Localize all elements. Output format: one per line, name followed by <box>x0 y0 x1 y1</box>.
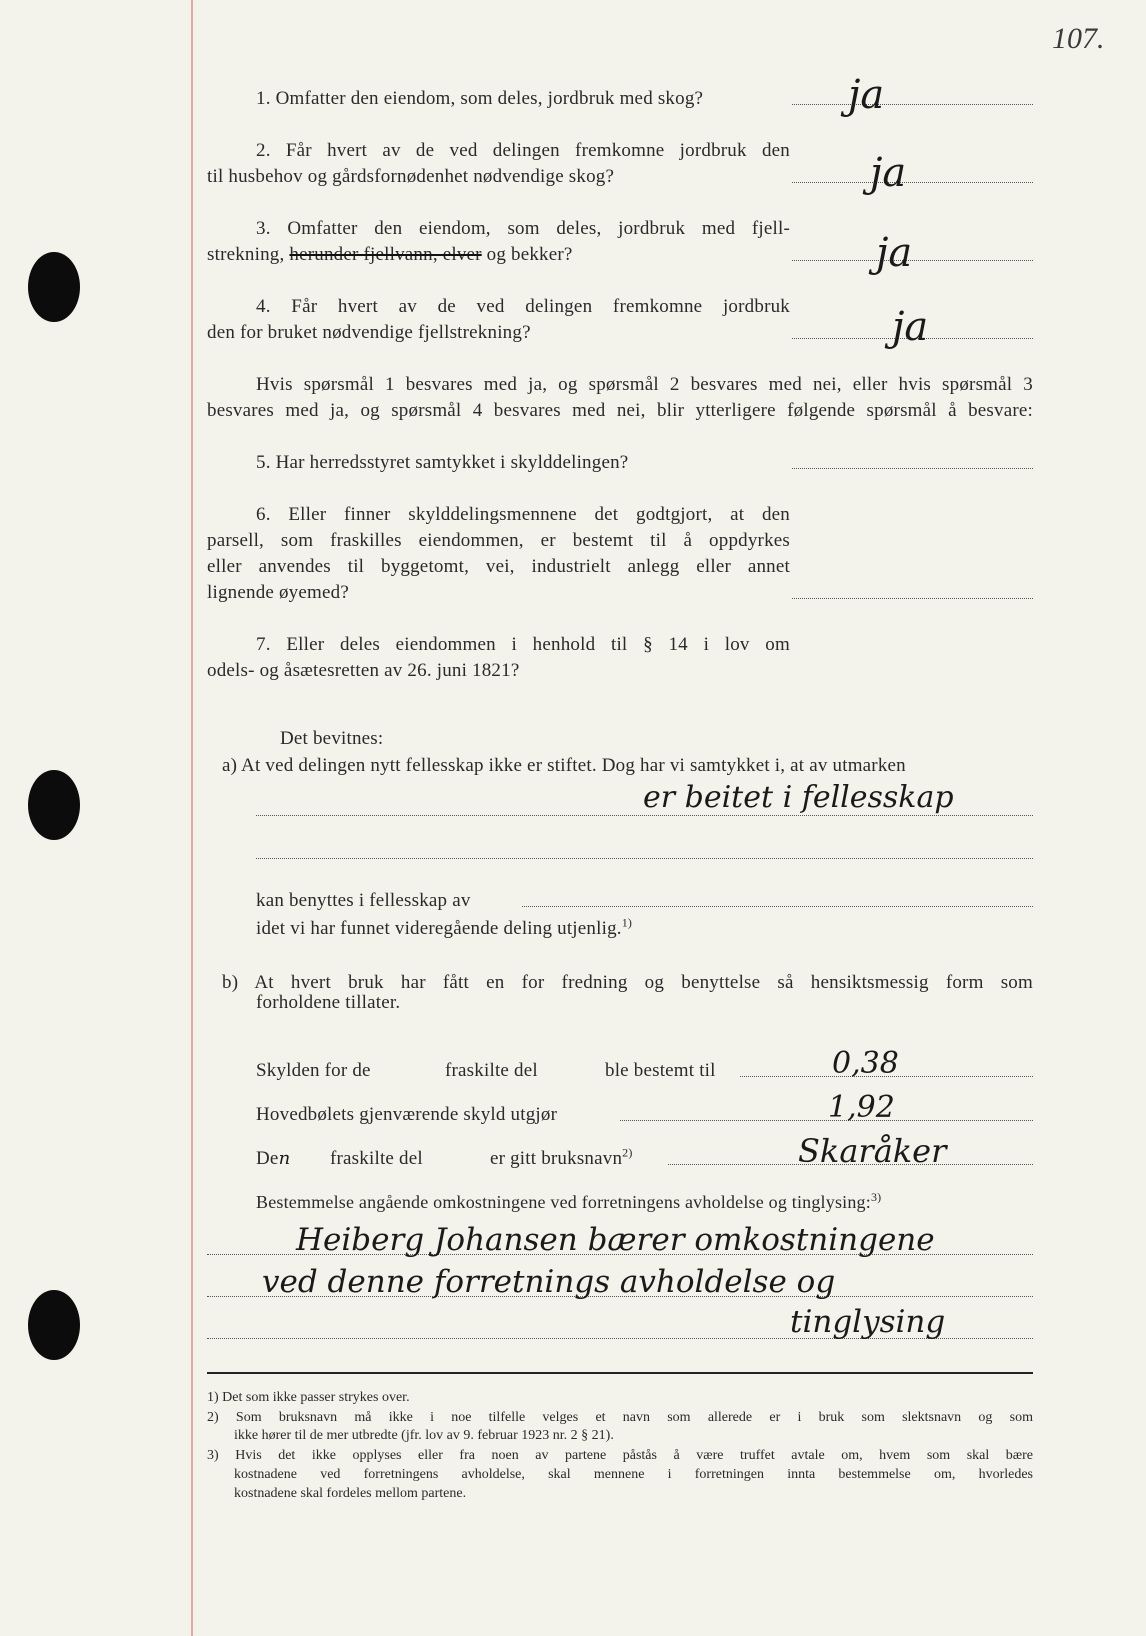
answer-line <box>792 182 1033 183</box>
footnote-3-line-3: kostnadene skal fordeles mellom partene. <box>234 1486 467 1501</box>
a-line-3-text: idet vi har funnet videregående deling utjenlig. <box>256 918 622 939</box>
skyld-value: 0,38 <box>832 1046 899 1081</box>
attestation-b-line-2: forholdene tillater. <box>256 992 401 1013</box>
footnote-ref-2: 2) <box>622 1145 633 1160</box>
answer-4: ja <box>892 304 929 350</box>
name-label-2: fraskilte del <box>330 1148 423 1169</box>
punch-hole <box>28 252 80 322</box>
cost-label <box>256 1192 881 1213</box>
footnote-3-line-2: kostnadene ved forretningens avholdelse, skal mennene i forretningen innta bestemmelse om, hvorledes <box>234 1467 1033 1482</box>
handwritten-n: n <box>278 1148 291 1169</box>
question-6-line-2: parsell, som fraskilles eiendommen, er bestemt til å oppdyrkes <box>207 530 790 551</box>
question-3-line-2 <box>207 244 573 266</box>
name-text: er gitt bruksnavn <box>490 1148 623 1169</box>
footnote-2-line-2: ikke hører til de mer utbredte (jfr. lov av 9. februar 1923 nr. 2 § 21). <box>234 1428 614 1443</box>
question-6-line-3: eller anvendes til byggetomt, vei, industrielt anlegg eller annet <box>207 556 790 577</box>
answer-3: ja <box>876 230 913 276</box>
conditional-line-2: besvares med ja, og spørsmål 4 besvares med nei, blir ytterligere følgende spørsmål å besvare: <box>207 400 1033 421</box>
attestation-a-line-3 <box>256 915 633 940</box>
question-4-line-1: 4. Får hvert av de ved delingen fremkomne jordbruk <box>256 296 790 317</box>
fill-line <box>256 858 1033 859</box>
attestation-b-line-1: b) At hvert bruk har fått en for fredning og benyttelse så hensiktsmessig form som <box>222 972 1033 993</box>
fill-line <box>522 906 1033 907</box>
question-2-line-1: 2. Får hvert av de ved delingen fremkomne jordbruk den <box>256 140 790 161</box>
answer-line <box>792 260 1033 261</box>
skyld-label-3: ble bestemt til <box>605 1060 716 1081</box>
question-5: 5. Har herredsstyret samtykket i skylddelingen? <box>256 452 629 473</box>
attestation-a-line-1: a) At ved delingen nytt fellesskap ikke er stiftet. Dog har vi samtykket i, at av utmarken <box>222 755 906 776</box>
name-label-1 <box>256 1148 290 1170</box>
footnote-1: 1) Det som ikke passer strykes over. <box>207 1390 410 1405</box>
question-3-line-1: 3. Omfatter den eiendom, som deles, jordbruk med fjell- <box>256 218 790 239</box>
answer-1: ja <box>848 72 885 118</box>
question-2-line-2: til husbehov og gårdsfornødenhet nødvendige skog? <box>207 166 615 187</box>
hovedbol-label: Hovedbølets gjenværende skyld utgjør <box>256 1104 558 1125</box>
question-6-line-1: 6. Eller finner skylddelingsmennene det godtgjort, at den <box>256 504 790 525</box>
fill-line <box>620 1120 1033 1121</box>
footnote-2-line-1: 2) Som bruksnavn må ikke i noe tilfelle velges et navn som allerede er i bruk som slektsnavn og som <box>207 1410 1033 1425</box>
punch-hole <box>28 770 80 840</box>
question-4-line-2: den for bruket nødvendige fjellstrekning? <box>207 322 531 343</box>
punch-hole <box>28 1290 80 1360</box>
footnote-separator <box>207 1372 1033 1374</box>
question-6-line-4: lignende øyemed? <box>207 582 349 603</box>
attestation-heading: Det bevitnes: <box>280 728 384 749</box>
hovedbol-value: 1,92 <box>828 1090 895 1125</box>
margin-rule <box>191 0 193 1636</box>
skyld-label-2: fraskilte del <box>445 1060 538 1081</box>
footnote-ref-1: 1) <box>621 915 633 930</box>
handwritten-fellesskap: er beitet i fellesskap <box>643 780 954 815</box>
attestation-a-line-2: kan benyttes i fellesskap av <box>256 890 471 911</box>
answer-line <box>792 104 1033 105</box>
answer-2: ja <box>870 150 907 196</box>
cost-handwritten-line-1: Heiberg Johansen bærer omkostningene <box>296 1222 935 1258</box>
name-label-3 <box>490 1145 633 1170</box>
page-number: 107. <box>1052 22 1105 55</box>
fill-line <box>256 815 1033 816</box>
answer-line <box>792 468 1033 469</box>
q3-text-end: og bekker? <box>486 244 573 265</box>
question-7-line-1: 7. Eller deles eiendommen i henhold til § 14 i lov om <box>256 634 790 655</box>
name-text-de: De <box>256 1148 279 1169</box>
answer-line <box>792 598 1033 599</box>
cost-handwritten-line-3: tinglysing <box>790 1304 946 1340</box>
question-1: 1. Omfatter den eiendom, som deles, jordbruk med skog? <box>256 88 704 109</box>
cost-handwritten-line-2: ved denne forretnings avholdelse og <box>262 1264 836 1300</box>
question-7-line-2: odels- og åsætesretten av 26. juni 1821? <box>207 660 520 681</box>
skyld-label-1: Skylden for de <box>256 1060 371 1081</box>
footnote-ref-3: 3) <box>870 1190 882 1204</box>
cost-label-text: Bestemmelse angående omkostningene ved forretningens avholdelse og tinglysing: <box>256 1192 871 1212</box>
footnote-3-line-1: 3) Hvis det ikke opplyses eller fra noen av partene påstås å være truffet avtale om, hvem som skal bære <box>207 1448 1033 1463</box>
q3-text-start: strekning, <box>207 244 285 265</box>
conditional-line-1: Hvis spørsmål 1 besvares med ja, og spørsmål 2 besvares med nei, eller hvis spørsmål 3 <box>256 374 1033 395</box>
bruksnavn-value: Skaråker <box>798 1132 947 1170</box>
q3-struck-text: herunder fjellvann, elver <box>289 244 482 265</box>
